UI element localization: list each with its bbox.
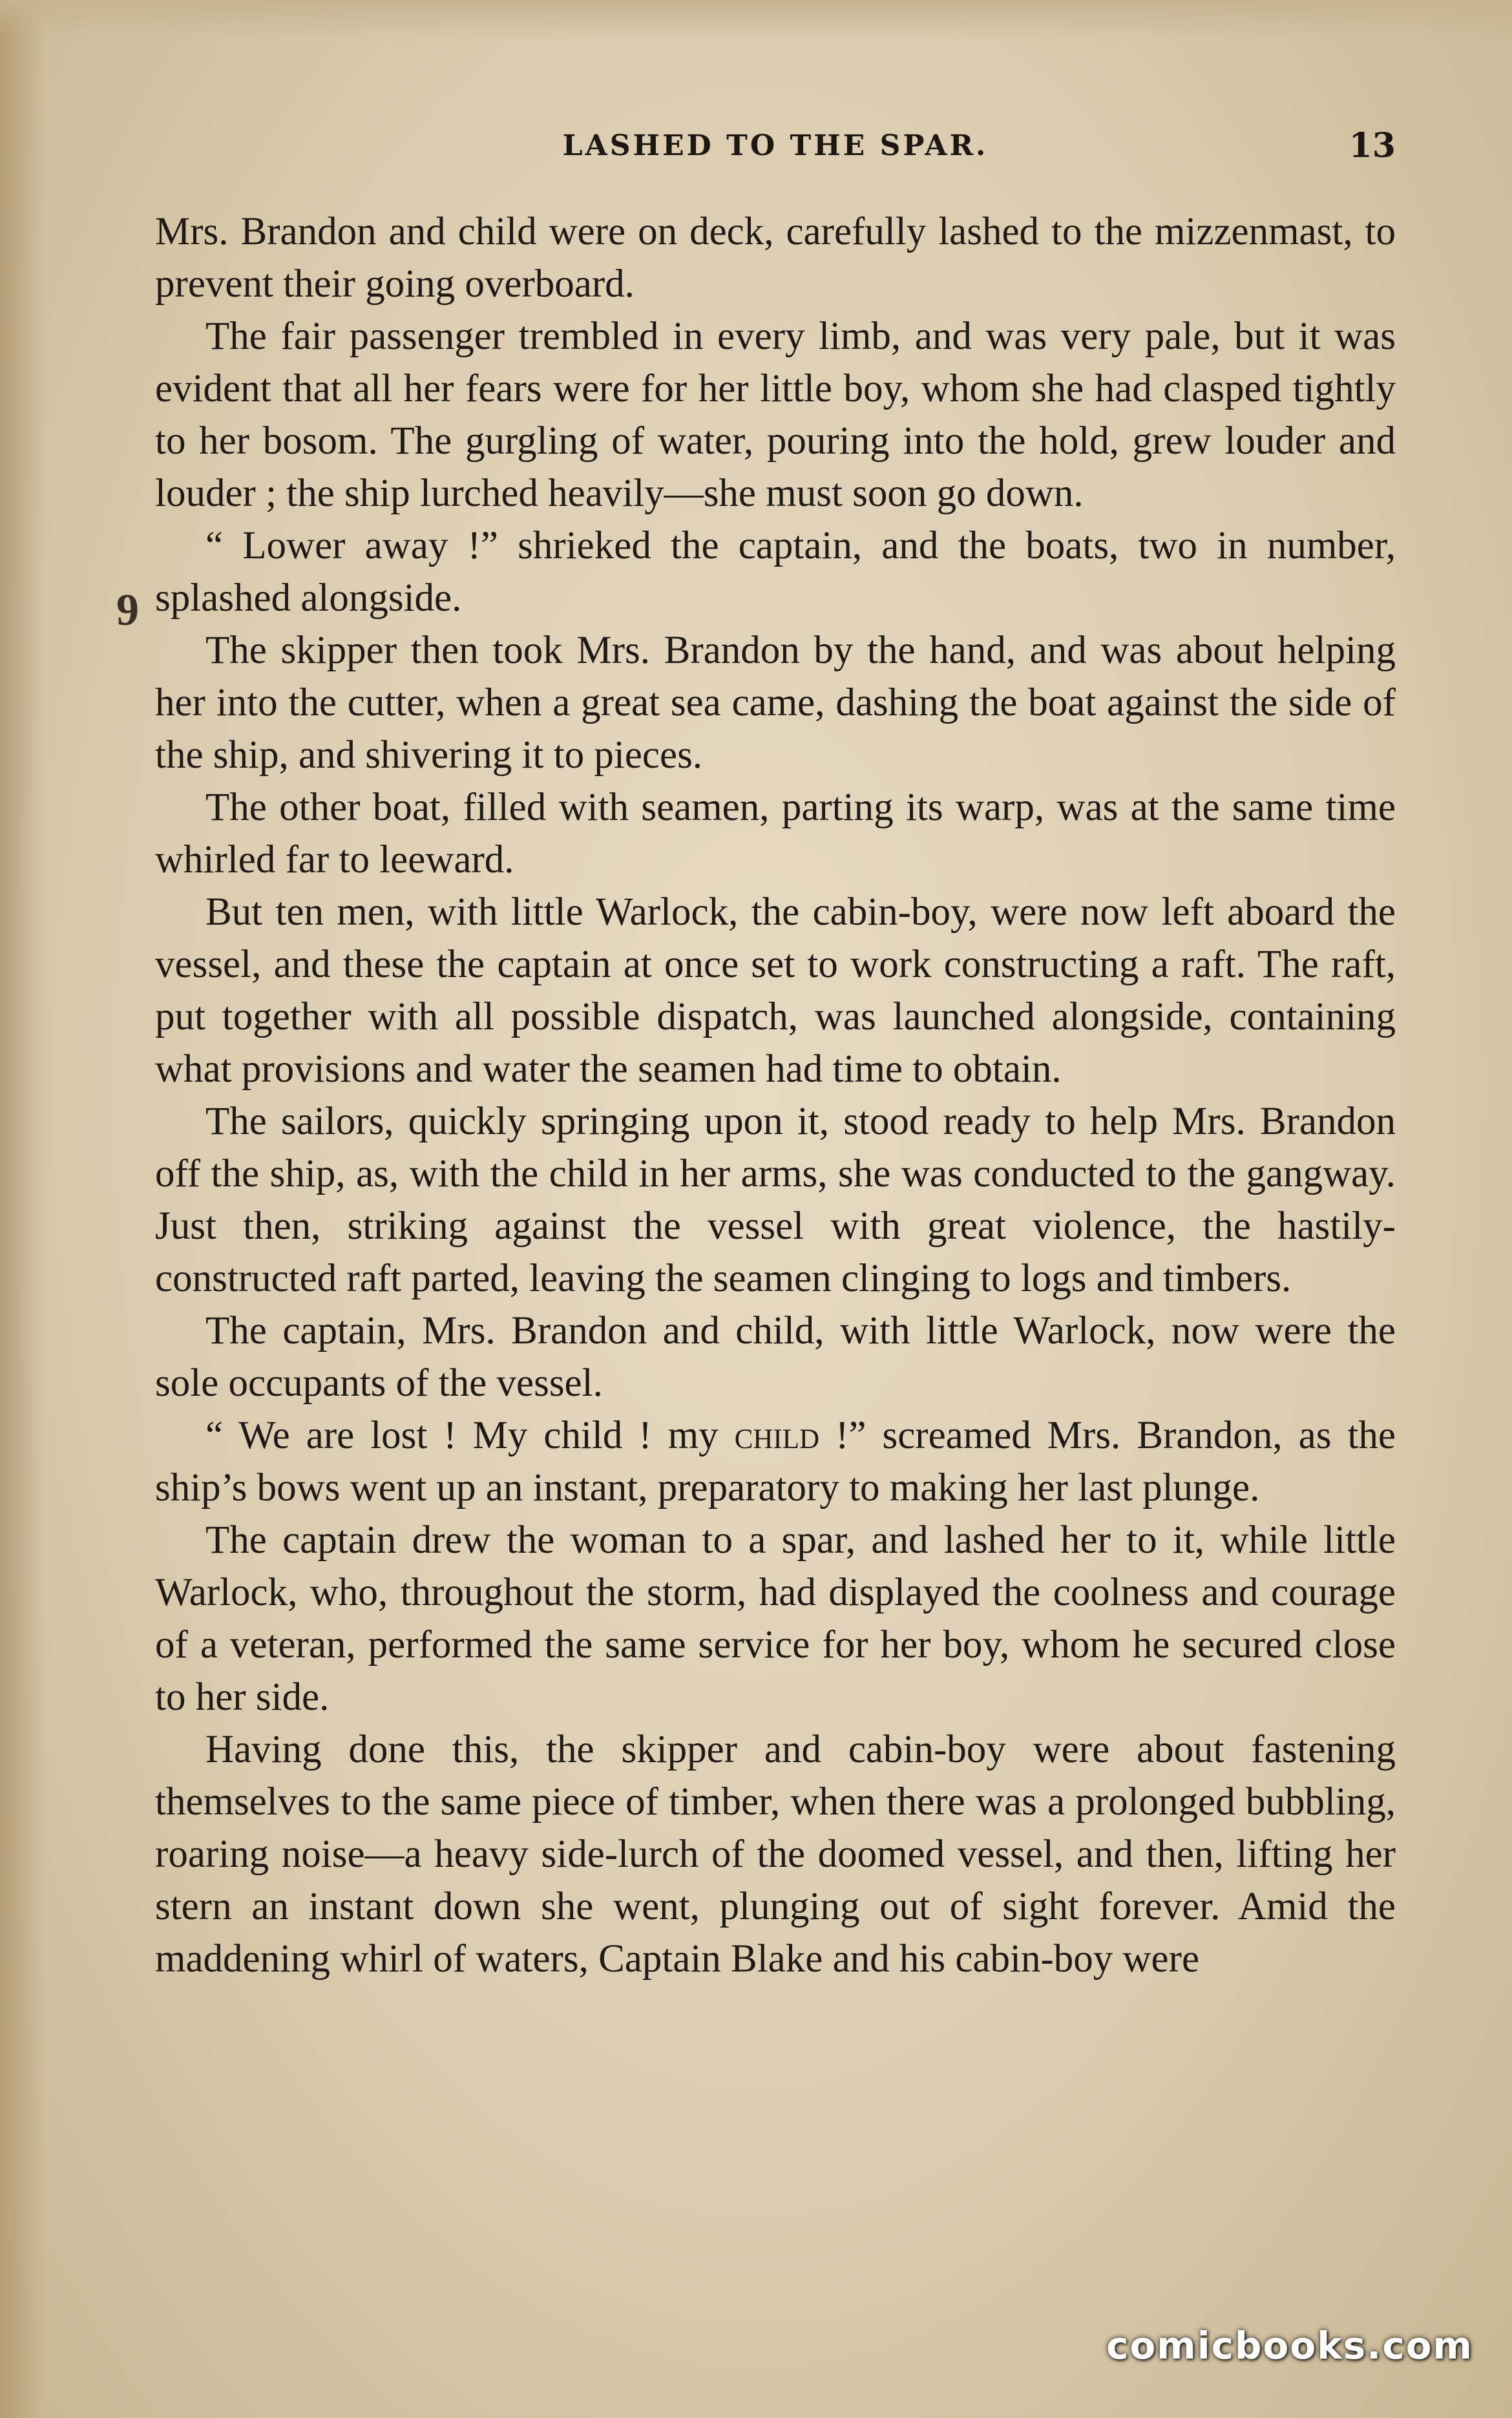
paragraph: “ Lower away !” shrieked the captain, and the boats, two in number, splashed alongside. <box>155 524 1396 620</box>
page-edge-shadow-top <box>0 0 1512 39</box>
paragraph <box>155 1409 1396 1514</box>
paragraph: The skipper then took Mrs. Brandon by the hand, and was about helping her into the cutter, when a great sea came, dashing the boat against the side of the ship, and shivering it to pieces. <box>155 629 1396 777</box>
paragraph: But ten men, with little Warlock, the cabin-boy, were now left aboard the vessel, and these the captain at once set to work constructing a raft. The raft, put together with all possible dispatch, was launched alongside, containing what provisions and water the seamen had time to obtain. <box>155 890 1396 1091</box>
paragraph: The sailors, quickly springing upon it, stood ready to help Mrs. Brandon off the ship, as, with the child in her arms, she was conducted to the gangway. Just then, striking against the vessel with great violence, the hastily-constructed raft parted, leaving the seamen clinging to logs and timbers. <box>155 1100 1396 1300</box>
page-edge-shadow-left <box>0 0 45 2418</box>
paragraph: The captain drew the woman to a spar, and lashed her to it, while little Warlock, who, throughout the storm, had displayed the coolness and courage of a veteran, performed the same service for her boy, whom he secured close to her side. <box>155 1519 1396 1719</box>
paragraph: The fair passenger trembled in every limb, and was very pale, but it was evident that all her fears were for her little boy, whom she had clasped tightly to her bosom. The gurgling of water, pouring into the hold, grew louder and louder ; the ship lurched heavily—she must soon go down. <box>155 315 1396 515</box>
small-caps-word: child <box>734 1414 820 1457</box>
paragraph: Mrs. Brandon and child were on deck, carefully lashed to the mizzenmast, to prevent their going overboard. <box>155 210 1396 306</box>
margin-mark: 9 <box>116 585 139 635</box>
running-title: LASHED TO THE SPAR. <box>562 129 989 162</box>
paragraph: The captain, Mrs. Brandon and child, with little Warlock, now were the sole occupants of the vessel. <box>155 1309 1396 1405</box>
running-header <box>155 120 1396 172</box>
paragraph-text: “ We are lost ! My child ! my <box>205 1414 735 1457</box>
body-text <box>155 205 1396 1985</box>
paragraph-text: !” screamed Mrs. Brandon, as the ship’s bows went up an instant, preparatory to making her last plunge. <box>155 1414 1396 1509</box>
paragraph: The other boat, filled with seamen, parting its warp, was at the same time whirled far to leeward. <box>155 786 1396 881</box>
page-number: 13 <box>1349 126 1396 165</box>
paragraph: Having done this, the skipper and cabin-boy were about fastening themselves to the same piece of timber, when there was a prolonged bubbling, roaring noise—a heavy side-lurch of the doomed vessel, and then, lifting her stern an instant down she went, plunging out of sight forever. Amid the maddening whirl of waters, Captain Blake and his cabin-boy were <box>155 1728 1396 1981</box>
watermark: comicbooks.com <box>1106 2324 1473 2368</box>
